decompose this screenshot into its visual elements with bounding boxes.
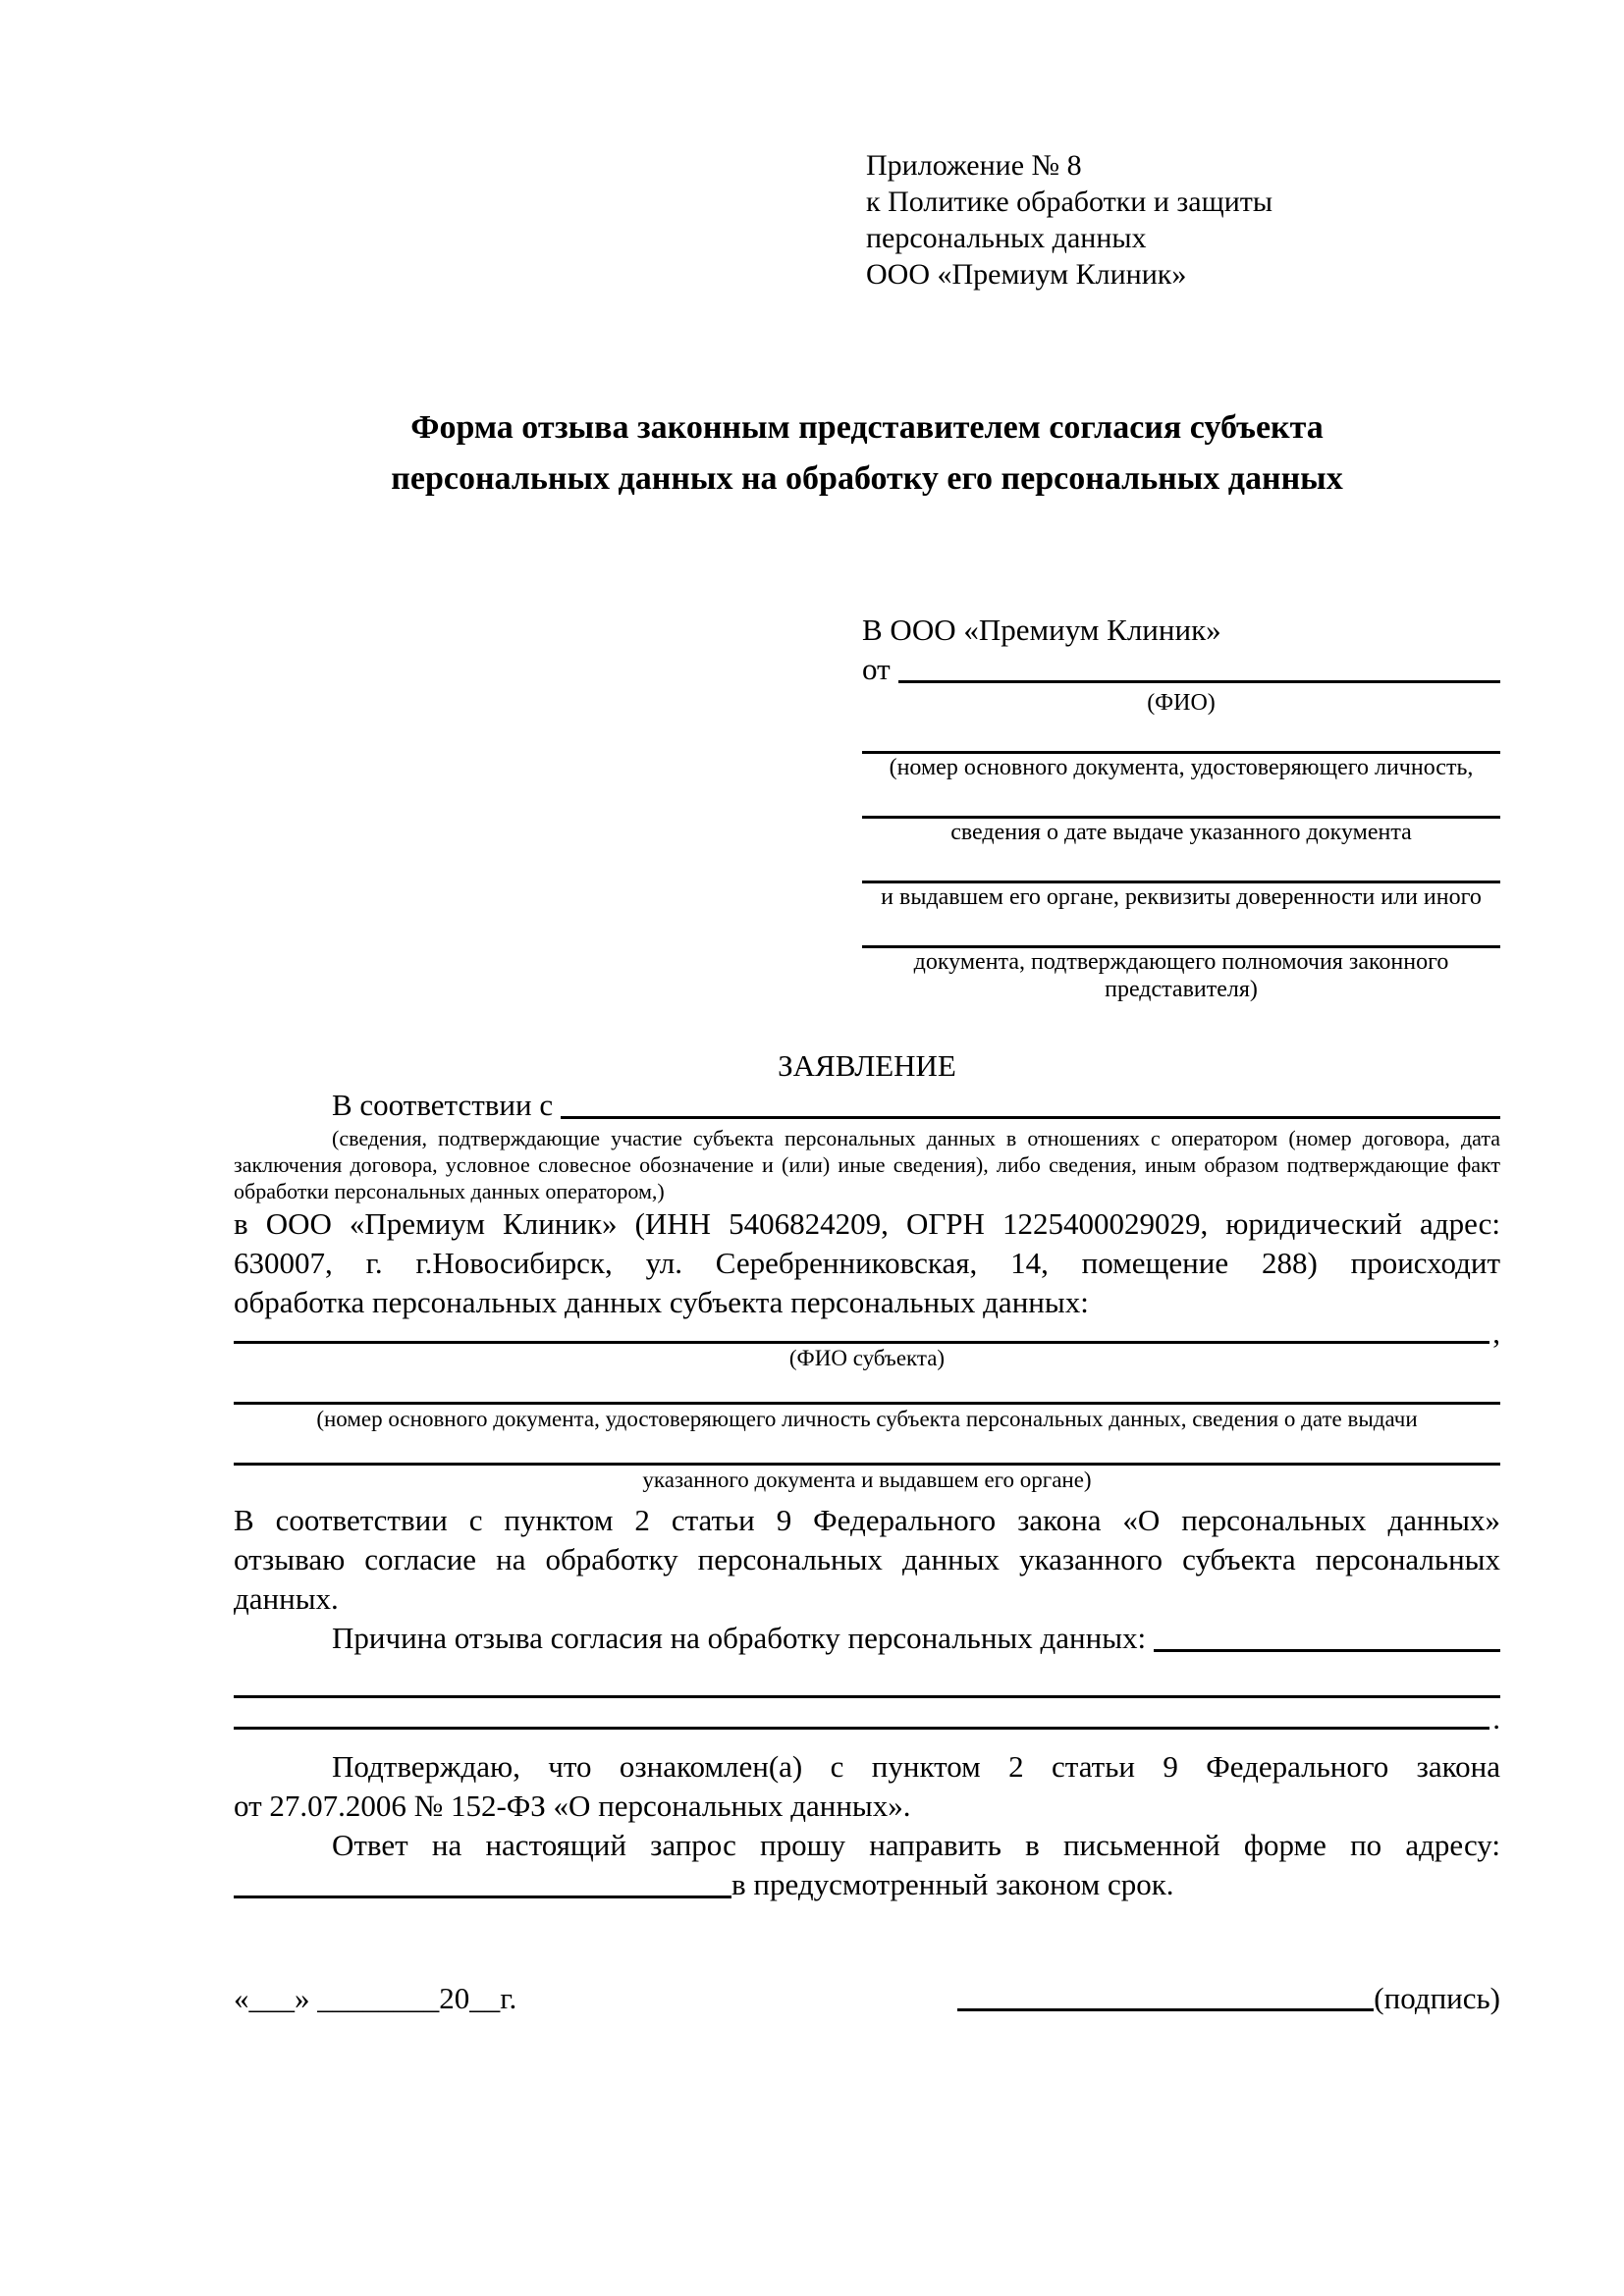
subject-doc-row <box>234 1438 1500 1466</box>
from-blank-line <box>898 680 1500 683</box>
reply-address-row <box>234 1865 1500 1904</box>
note-line: обработки персональных данных оператором,) <box>234 1179 665 1203</box>
subject-doc-row <box>234 1377 1500 1405</box>
operator-paragraph-line: в ООО «Премиум Клиник» (ИНН 5406824209, ОГРН 1225400029029, юридический адрес: <box>234 1206 1500 1241</box>
reason-continuation-line <box>234 1727 1489 1730</box>
blank-field-line <box>862 919 1500 948</box>
recipient-to: В ООО «Премиум Клиник» <box>862 613 1221 647</box>
signature-blank-line <box>957 2008 1374 2011</box>
operator-paragraph-line: 630007, г. г.Новосибирск, ул. Серебренниковская, 14, помещение 288) происходит <box>234 1246 1500 1280</box>
field-caption: документа, подтверждающего полномочия законного представителя) <box>913 949 1449 1002</box>
reason-continuation-line <box>234 1695 1500 1698</box>
reason-label: Причина отзыва согласия на обработку персональных данных: <box>332 1621 1147 1655</box>
field-caption: сведения о дате выдаче указанного документа <box>950 820 1412 845</box>
appendix-line: Приложение № 8 <box>866 149 1082 182</box>
blank-field-line <box>862 724 1500 754</box>
appendix-line: ООО «Премиум Клиник» <box>866 258 1187 291</box>
confirm-paragraph <box>234 1747 1500 1826</box>
withdraw-paragraph-line: отзываю согласие на обработку персональных данных указанного субъекта персональных <box>234 1542 1500 1576</box>
from-label: от <box>862 652 891 686</box>
title-line: Форма отзыва законным представителем согласия субъекта <box>410 409 1324 446</box>
title-line: персональных данных на обработку его персональных данных <box>391 460 1343 497</box>
recipient-from-row <box>862 650 1500 689</box>
confirm-paragraph-line: Подтверждаю, что ознакомлен(а) с пунктом 2 статьи 9 Федерального закона <box>332 1749 1500 1784</box>
accordance-row <box>234 1086 1500 1125</box>
signature-group <box>957 1979 1500 2018</box>
reply-tail: в предусмотренный законом срок. <box>731 1867 1174 1901</box>
recipient-block <box>862 611 1500 1003</box>
reason-blank-line <box>1154 1649 1500 1652</box>
blank-field-group <box>862 919 1500 1003</box>
blank-field-group <box>862 854 1500 911</box>
subject-fio-row <box>234 1315 1500 1350</box>
fio-caption: (ФИО) <box>1147 690 1216 716</box>
blank-field-group <box>862 724 1500 781</box>
field-caption: и выдавшем его органе, реквизиты доверенности или иного <box>881 884 1482 910</box>
statement-heading: ЗАЯВЛЕНИЕ <box>778 1048 956 1083</box>
withdraw-paragraph-line: В соответствии с пунктом 2 статьи 9 Федерального закона «О персональных данных» <box>234 1503 1500 1537</box>
blank-field-group <box>862 789 1500 846</box>
appendix-line: к Политике обработки и защиты <box>866 186 1273 218</box>
reply-address-blank-line <box>234 1896 731 1898</box>
confirm-paragraph-line: от 27.07.2006 № 152-ФЗ «О персональных данных». <box>234 1789 911 1823</box>
withdraw-paragraph <box>234 1501 1500 1619</box>
blank-field-line <box>862 789 1500 819</box>
field-caption: (номер основного документа, удостоверяющего личность, <box>889 755 1474 780</box>
period-suffix: . <box>1492 1701 1500 1735</box>
blank-field-line <box>862 854 1500 883</box>
note-line: заключения договора, условное словесное обозначение и (или) иные сведения), либо сведения, иным образом подтверждающие факт <box>234 1152 1500 1177</box>
document-title <box>234 402 1500 505</box>
reply-paragraph-line: Ответ на настоящий запрос прошу направить в письменной форме по адресу: <box>332 1828 1500 1862</box>
footer-row <box>234 1979 1500 2018</box>
subject-doc-caption: (номер основного документа, удостоверяющего личность субъекта персональных данных, сведения о дате выдачи <box>316 1407 1418 1431</box>
comma-suffix: , <box>1492 1315 1500 1350</box>
withdraw-paragraph-line: данных. <box>234 1581 339 1616</box>
accordance-note <box>234 1125 1500 1204</box>
reason-row <box>234 1619 1500 1658</box>
accordance-blank-line <box>561 1116 1500 1119</box>
date-line: «___» ________20__г. <box>234 1981 517 2015</box>
appendix-block <box>866 147 1500 293</box>
note-line: (сведения, подтверждающие участие субъекта персональных данных в отношениях с оператором (номер договора, дата <box>332 1126 1500 1150</box>
reason-continuation-row <box>234 1658 1500 1698</box>
operator-paragraph-line: обработка персональных данных субъекта персональных данных: <box>234 1285 1089 1319</box>
accordance-label: В соответствии с <box>332 1088 554 1122</box>
subject-fio-caption: (ФИО субъекта) <box>788 1346 946 1370</box>
subject-doc-caption: указанного документа и выдавшем его органе) <box>642 1468 1092 1492</box>
reason-continuation-row <box>234 1698 1500 1735</box>
signature-caption: (подпись) <box>1374 1981 1500 2015</box>
appendix-line: персональных данных <box>866 222 1147 254</box>
operator-paragraph <box>234 1204 1500 1322</box>
